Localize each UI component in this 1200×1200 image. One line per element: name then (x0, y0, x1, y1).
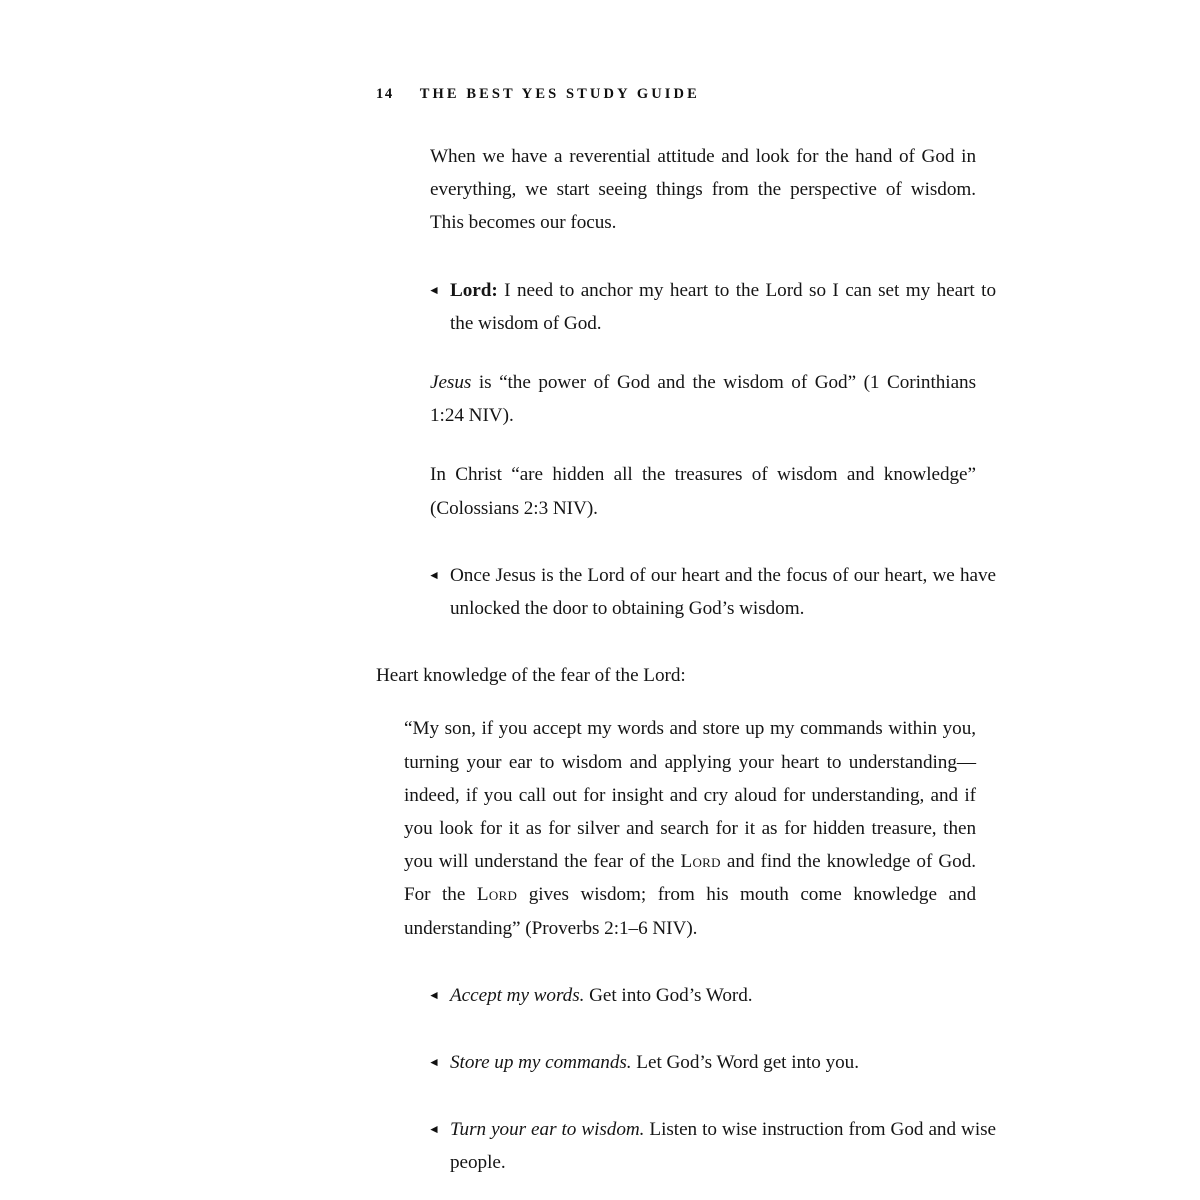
list-item-text (450, 274, 996, 340)
list-item (430, 1046, 996, 1079)
list-item-text (450, 1113, 996, 1179)
intro-paragraph: When we have a reverential attitude and look for the hand of God in everything, we start seeing things from the perspective of wisdom. This becomes our focus. (430, 146, 976, 234)
list-item (430, 979, 996, 1012)
list-item-body: Get into God’s Word. (584, 984, 753, 1006)
bullet-triangle-icon: ◄ (428, 1122, 440, 1137)
list-item-italic-lead: Store up my commands. (450, 1052, 632, 1074)
block-quote-part-2: and find the knowledge of God. For the (404, 851, 976, 906)
list-item-body: Listen to wise instruction from God and wise people. (450, 1119, 996, 1174)
list-item-text (450, 1046, 996, 1079)
page-number: 14 (376, 86, 394, 102)
list-item-italic-lead: Accept my words. (450, 984, 585, 1006)
bullet-triangle-icon: ◄ (428, 1055, 440, 1070)
scripture-note-1-italic-lead: Jesus (430, 372, 472, 394)
running-head (376, 86, 700, 103)
bullet-triangle-icon: ◄ (428, 282, 440, 297)
list-item (430, 559, 996, 625)
scripture-note-1-body: is “the power of God and the wisdom of God” (1 Corinthians 1:24 NIV). (430, 372, 976, 427)
block-quote-part-1: “My son, if you accept my words and store up my commands within you, turning your ear to wisdom and applying your heart to understanding—indeed, if you call out for insight and cry aloud for understanding, and if you look for it as for silver and search for it as for hidden treasure, then you will understand the fear of the (404, 718, 976, 873)
list-item-body: I need to anchor my heart to the Lord so I can set my heart to the wisdom of God. (450, 279, 996, 334)
bullet-triangle-icon: ◄ (428, 567, 440, 582)
list-item (430, 1113, 996, 1179)
list-item-lead-label: Lord: (450, 279, 498, 301)
section-heading: Heart knowledge of the fear of the Lord: (376, 665, 686, 687)
lord-smallcaps-1: Lord (680, 851, 721, 873)
list-item-body: Let God’s Word get into you. (631, 1052, 859, 1074)
list-item-text: Once Jesus is the Lord of our heart and the focus of our heart, we have unlocked the door to obtaining God’s wisdom. (450, 564, 996, 620)
scripture-note-2-body: In Christ “are hidden all the treasures of wisdom and knowledge” (Colossians 2:3 NIV). (430, 464, 976, 519)
text-column (376, 140, 996, 1180)
scripture-note-1 (430, 366, 976, 432)
scripture-note-2 (430, 458, 976, 524)
running-head-title: THE BEST YES STUDY GUIDE (419, 86, 700, 102)
list-item-italic-lead: Turn your ear to wisdom. (450, 1119, 645, 1141)
block-quote (404, 712, 976, 944)
list-item-text (450, 979, 996, 1012)
bullet-triangle-icon: ◄ (428, 987, 440, 1002)
lord-smallcaps-2: Lord (476, 884, 518, 906)
block-quote-part-3: gives wisdom; from his mouth come knowledge and understanding” (Proverbs 2:1–6 NIV). (404, 884, 976, 939)
list-item (430, 274, 996, 340)
